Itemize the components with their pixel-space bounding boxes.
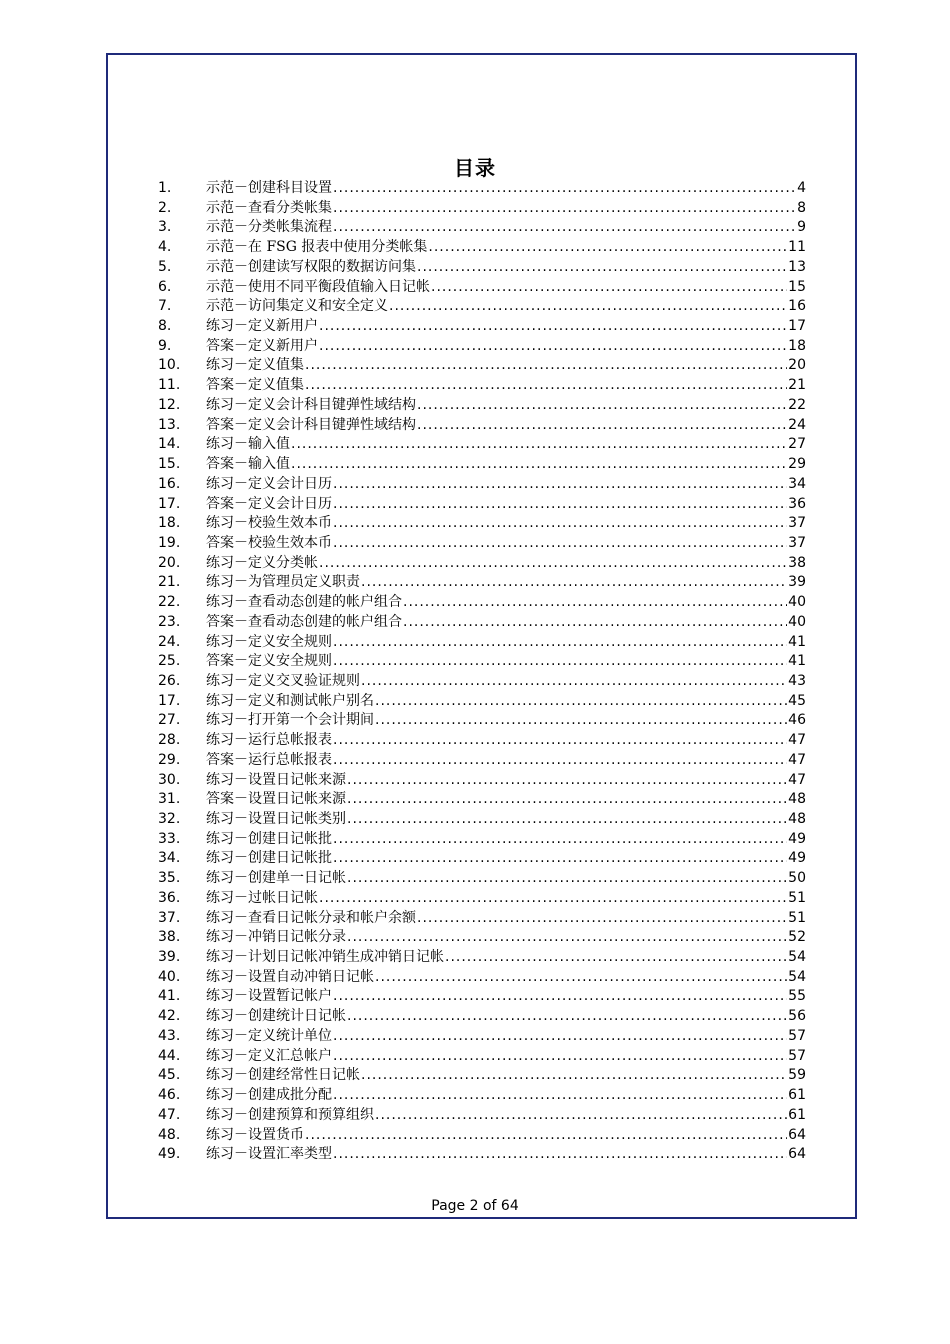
toc-entry-title: 练习－定义分类帐 — [206, 554, 318, 571]
toc-entry-page: 54 — [788, 968, 806, 985]
toc-dot-leader — [431, 278, 787, 298]
toc-entry-number: 22. — [158, 594, 181, 611]
toc-entry-page: 22 — [788, 396, 806, 413]
toc-entry-number: 12. — [158, 396, 181, 413]
toc-entry[interactable] — [158, 1007, 806, 1027]
toc-entry-page: 37 — [788, 534, 806, 551]
toc-entry-page: 39 — [788, 574, 806, 591]
toc-dot-leader — [333, 849, 787, 869]
toc-entry[interactable] — [158, 790, 806, 810]
toc-entry-title: 练习－设置货币 — [206, 1126, 304, 1143]
toc-entry-page: 17 — [788, 318, 806, 335]
toc-entry-title: 答案－定义会计日历 — [206, 495, 332, 512]
toc-entry[interactable] — [158, 534, 806, 554]
toc-dot-leader — [403, 613, 787, 633]
toc-entry[interactable] — [158, 258, 806, 278]
toc-entry-page: 24 — [788, 416, 806, 433]
toc-entry-title: 练习－输入值 — [206, 436, 290, 453]
toc-entry-page: 46 — [788, 712, 806, 729]
toc-entry-title: 示范－在 FSG 报表中使用分类帐集 — [206, 239, 428, 256]
toc-dot-leader — [319, 554, 787, 574]
toc-entry-title: 练习－为管理员定义职责 — [206, 574, 360, 591]
toc-entry-title: 练习－定义会计日历 — [206, 475, 332, 492]
toc-entry[interactable] — [158, 1047, 806, 1067]
toc-entry-title: 练习－打开第一个会计期间 — [206, 712, 374, 729]
toc-entry[interactable] — [158, 514, 806, 534]
toc-entry-number: 21. — [158, 574, 181, 591]
toc-entry-title: 练习－校验生效本币 — [206, 515, 332, 532]
toc-entry[interactable] — [158, 849, 806, 869]
toc-entry-page: 54 — [788, 949, 806, 966]
toc-entry[interactable] — [158, 455, 806, 475]
toc-dot-leader — [291, 435, 787, 455]
toc-entry-title: 练习－创建成批分配 — [206, 1087, 332, 1104]
toc-dot-leader — [291, 455, 787, 475]
toc-entry-title: 答案－设置日记帐来源 — [206, 791, 346, 808]
toc-entry-page: 4 — [797, 180, 806, 196]
toc-dot-leader — [375, 711, 787, 731]
toc-entry-page: 52 — [788, 929, 806, 946]
toc-entry-page: 18 — [788, 337, 806, 354]
toc-entry[interactable] — [158, 633, 806, 653]
toc-entry-page: 61 — [788, 1087, 806, 1104]
toc-entry-page: 13 — [788, 258, 806, 275]
toc-dot-leader — [361, 573, 787, 593]
toc-entry[interactable] — [158, 1086, 806, 1106]
toc-entry-number: 30. — [158, 771, 181, 788]
toc-dot-leader — [305, 356, 787, 376]
toc-entry-page: 48 — [788, 811, 806, 827]
toc-entry-number: 5. — [158, 258, 172, 275]
toc-entry-title: 练习－创建统计日记帐 — [206, 1008, 346, 1025]
toc-entry[interactable] — [158, 751, 806, 771]
toc-dot-leader — [305, 376, 787, 396]
toc-entry[interactable] — [158, 1066, 806, 1086]
toc-dot-leader — [333, 830, 787, 850]
toc-entry-number: 14. — [158, 436, 181, 453]
toc-entry-page: 43 — [788, 672, 806, 689]
toc-entry-title: 练习－查看动态创建的帐户组合 — [206, 594, 402, 611]
toc-entry-number: 44. — [158, 1047, 181, 1064]
toc-entry[interactable] — [158, 810, 806, 830]
toc-dot-leader — [333, 731, 787, 751]
toc-entry-number: 46. — [158, 1087, 181, 1104]
toc-entry-number: 13. — [158, 416, 181, 433]
toc-entry-title: 练习－设置日记帐来源 — [206, 771, 346, 788]
toc-entry-title: 练习－计划日记帐冲销生成冲销日记帐 — [206, 949, 444, 966]
toc-entry[interactable] — [158, 1126, 806, 1146]
toc-entry-title: 示范－访问集定义和安全定义 — [206, 298, 388, 315]
toc-entry-page: 48 — [788, 791, 806, 808]
toc-entry-number: 33. — [158, 830, 181, 847]
toc-entry-number: 49. — [158, 1146, 181, 1163]
table-of-contents — [158, 179, 806, 1165]
toc-entry[interactable] — [158, 652, 806, 672]
toc-entry-number: 27. — [158, 712, 181, 729]
toc-dot-leader — [333, 1047, 787, 1067]
toc-entry-page: 57 — [788, 1047, 806, 1064]
toc-entry-number: 39. — [158, 949, 181, 966]
toc-entry-title: 练习－定义安全规则 — [206, 633, 332, 650]
toc-entry[interactable] — [158, 830, 806, 850]
toc-entry-number: 36. — [158, 889, 181, 906]
page-footer: Page 2 of 64 — [431, 1198, 519, 1214]
toc-entry-number: 19. — [158, 534, 181, 551]
toc-dot-leader — [333, 1027, 787, 1047]
toc-dot-leader — [333, 1086, 787, 1106]
toc-dot-leader — [319, 317, 787, 337]
toc-entry-number: 10. — [158, 357, 181, 374]
toc-entry-number: 47. — [158, 1106, 181, 1123]
toc-dot-leader — [403, 593, 787, 613]
toc-entry-number: 6. — [158, 278, 172, 295]
toc-entry[interactable] — [158, 948, 806, 968]
toc-entry[interactable] — [158, 416, 806, 436]
toc-dot-leader — [333, 633, 787, 653]
toc-entry-title: 示范－创建读写权限的数据访问集 — [206, 258, 416, 275]
toc-entry[interactable] — [158, 613, 806, 633]
toc-entry-number: 9. — [158, 337, 172, 354]
toc-entry[interactable] — [158, 593, 806, 613]
toc-dot-leader — [333, 987, 787, 1007]
toc-title: 目录 — [454, 156, 496, 180]
toc-entry-number: 23. — [158, 613, 181, 630]
toc-dot-leader — [375, 968, 787, 988]
toc-entry[interactable] — [158, 1027, 806, 1047]
toc-entry-page: 57 — [788, 1027, 806, 1044]
toc-entry[interactable] — [158, 356, 806, 376]
toc-dot-leader — [333, 475, 787, 495]
toc-entry-title: 练习－定义统计单位 — [206, 1027, 332, 1044]
toc-entry-number: 25. — [158, 653, 181, 670]
toc-entry-page: 29 — [788, 456, 806, 473]
toc-entry[interactable] — [158, 376, 806, 396]
toc-dot-leader — [361, 1066, 787, 1086]
toc-dot-leader — [333, 495, 787, 515]
toc-entry-page: 56 — [788, 1008, 806, 1025]
toc-entry[interactable] — [158, 692, 806, 712]
toc-dot-leader — [428, 238, 787, 258]
toc-entry-number: 16. — [158, 475, 181, 492]
toc-entry-title: 答案－输入值 — [206, 456, 290, 473]
toc-entry-page: 64 — [788, 1146, 806, 1163]
toc-dot-leader — [347, 790, 787, 810]
toc-entry-page: 37 — [788, 515, 806, 532]
toc-entry-title: 练习－设置汇率类型 — [206, 1146, 332, 1163]
toc-entry-number: 34. — [158, 850, 181, 867]
toc-entry[interactable] — [158, 495, 806, 515]
toc-entry-page: 16 — [788, 298, 806, 315]
toc-dot-leader — [347, 869, 787, 889]
toc-entry-page: 49 — [788, 830, 806, 847]
toc-entry[interactable] — [158, 337, 806, 357]
toc-dot-leader — [347, 928, 787, 948]
toc-entry[interactable] — [158, 396, 806, 416]
toc-entry-number: 41. — [158, 988, 181, 1005]
toc-entry-title: 练习－过帐日记帐 — [206, 889, 318, 906]
toc-entry-title: 练习－定义值集 — [206, 357, 304, 374]
toc-dot-leader — [333, 1145, 787, 1165]
toc-dot-leader — [375, 692, 787, 712]
toc-entry-number: 26. — [158, 672, 181, 689]
toc-entry-number: 24. — [158, 633, 181, 650]
toc-entry-title: 答案－查看动态创建的帐户组合 — [206, 613, 402, 630]
toc-entry-title: 示范－使用不同平衡段值输入日记帐 — [206, 278, 430, 295]
toc-dot-leader — [333, 652, 787, 672]
toc-entry-page: 38 — [788, 554, 806, 571]
toc-entry-number: 38. — [158, 929, 181, 946]
toc-entry[interactable] — [158, 869, 806, 889]
toc-entry-number: 15. — [158, 456, 181, 473]
toc-entry[interactable] — [158, 297, 806, 317]
toc-dot-leader — [389, 297, 787, 317]
toc-entry-title: 练习－创建预算和预算组织 — [206, 1106, 374, 1123]
toc-entry[interactable] — [158, 238, 806, 258]
toc-dot-leader — [417, 416, 787, 436]
toc-entry-number: 11. — [158, 377, 181, 394]
toc-entry-number: 32. — [158, 811, 181, 827]
toc-dot-leader — [333, 199, 796, 219]
toc-entry[interactable] — [158, 199, 806, 219]
toc-entry[interactable] — [158, 1106, 806, 1126]
toc-entry-title: 练习－设置日记帐类别 — [206, 811, 346, 827]
toc-entry-title: 示范－创建科目设置 — [206, 180, 332, 196]
toc-entry-page: 51 — [788, 909, 806, 926]
toc-entry-title: 答案－定义新用户 — [206, 337, 318, 354]
toc-entry-title: 练习－创建日记帐批 — [206, 850, 332, 867]
toc-dot-leader — [445, 948, 787, 968]
toc-entry-number: 17. — [158, 495, 181, 512]
toc-entry-title: 练习－设置自动冲销日记帐 — [206, 968, 374, 985]
toc-entry-page: 20 — [788, 357, 806, 374]
toc-entry-number: 2. — [158, 199, 172, 216]
toc-entry-page: 61 — [788, 1106, 806, 1123]
toc-dot-leader — [361, 672, 787, 692]
toc-entry-page: 59 — [788, 1067, 806, 1084]
toc-entry[interactable] — [158, 218, 806, 238]
toc-dot-leader — [347, 810, 787, 830]
toc-entry-page: 41 — [788, 653, 806, 670]
toc-entry-title: 练习－定义新用户 — [206, 318, 318, 335]
toc-entry[interactable] — [158, 554, 806, 574]
toc-entry-title: 练习－定义交叉验证规则 — [206, 672, 360, 689]
toc-entry[interactable] — [158, 573, 806, 593]
toc-entry[interactable] — [158, 771, 806, 791]
toc-entry-page: 41 — [788, 633, 806, 650]
toc-entry-title: 练习－运行总帐报表 — [206, 732, 332, 749]
toc-entry-title: 练习－查看日记帐分录和帐户余额 — [206, 909, 416, 926]
toc-entry-page: 50 — [788, 870, 806, 887]
toc-entry-page: 40 — [788, 613, 806, 630]
toc-entry[interactable] — [158, 928, 806, 948]
toc-dot-leader — [333, 514, 787, 534]
toc-dot-leader — [347, 771, 787, 791]
toc-entry-title: 练习－创建经常性日记帐 — [206, 1067, 360, 1084]
toc-entry-number: 4. — [158, 239, 172, 256]
toc-entry-page: 21 — [788, 377, 806, 394]
toc-entry[interactable] — [158, 987, 806, 1007]
toc-dot-leader — [417, 396, 787, 416]
toc-entry-number: 35. — [158, 870, 181, 887]
toc-entry-number: 8. — [158, 318, 172, 335]
toc-entry-title: 练习－创建日记帐批 — [206, 830, 332, 847]
toc-entry-title: 答案－定义值集 — [206, 377, 304, 394]
toc-entry-page: 55 — [788, 988, 806, 1005]
toc-entry-number: 40. — [158, 968, 181, 985]
toc-entry-number: 45. — [158, 1067, 181, 1084]
toc-entry-title: 练习－定义和测试帐户别名 — [206, 692, 374, 709]
toc-entry-number: 48. — [158, 1126, 181, 1143]
toc-entry-number: 28. — [158, 732, 181, 749]
toc-dot-leader — [319, 337, 787, 357]
toc-entry[interactable] — [158, 179, 806, 199]
toc-entry[interactable] — [158, 1145, 806, 1165]
toc-entry[interactable] — [158, 278, 806, 298]
toc-entry-page: 47 — [788, 732, 806, 749]
toc-entry-page: 51 — [788, 889, 806, 906]
toc-entry[interactable] — [158, 731, 806, 751]
toc-dot-leader — [333, 218, 796, 238]
toc-entry-title: 练习－定义会计科目键弹性域结构 — [206, 396, 416, 413]
toc-entry-title: 答案－运行总帐报表 — [206, 751, 332, 768]
toc-entry[interactable] — [158, 435, 806, 455]
toc-entry-page: 40 — [788, 594, 806, 611]
toc-dot-leader — [417, 258, 787, 278]
toc-entry-page: 15 — [788, 278, 806, 295]
toc-entry-page: 64 — [788, 1126, 806, 1143]
toc-entry-number: 1. — [158, 180, 172, 196]
toc-entry-number: 3. — [158, 219, 172, 236]
toc-entry-page: 8 — [797, 199, 806, 216]
toc-entry-page: 47 — [788, 751, 806, 768]
toc-dot-leader — [319, 889, 787, 909]
toc-entry-title: 示范－查看分类帐集 — [206, 199, 332, 216]
toc-entry[interactable] — [158, 672, 806, 692]
toc-entry-page: 36 — [788, 495, 806, 512]
toc-entry-number: 7. — [158, 298, 172, 315]
toc-entry[interactable] — [158, 475, 806, 495]
toc-entry-number: 37. — [158, 909, 181, 926]
toc-entry-page: 9 — [797, 219, 806, 236]
toc-entry[interactable] — [158, 909, 806, 929]
toc-dot-leader — [305, 1126, 787, 1146]
toc-entry[interactable] — [158, 889, 806, 909]
toc-dot-leader — [333, 179, 796, 199]
toc-entry-title: 练习－定义汇总帐户 — [206, 1047, 332, 1064]
toc-entry[interactable] — [158, 317, 806, 337]
toc-entry-title: 示范－分类帐集流程 — [206, 219, 332, 236]
toc-dot-leader — [333, 751, 787, 771]
toc-entry-page: 45 — [788, 692, 806, 709]
toc-entry-number: 18. — [158, 515, 181, 532]
toc-dot-leader — [347, 1007, 787, 1027]
toc-entry-title: 练习－冲销日记帐分录 — [206, 929, 346, 946]
toc-entry-title: 答案－定义安全规则 — [206, 653, 332, 670]
toc-entry-title: 练习－创建单一日记帐 — [206, 870, 346, 887]
toc-entry-title: 练习－设置暂记帐户 — [206, 988, 332, 1005]
toc-entry-number: 17. — [158, 692, 181, 709]
toc-entry-number: 43. — [158, 1027, 181, 1044]
toc-entry-title: 答案－校验生效本币 — [206, 534, 332, 551]
toc-entry-page: 27 — [788, 436, 806, 453]
toc-entry-page: 47 — [788, 771, 806, 788]
toc-entry-number: 20. — [158, 554, 181, 571]
toc-entry-number: 31. — [158, 791, 181, 808]
toc-entry-title: 答案－定义会计科目键弹性域结构 — [206, 416, 416, 433]
toc-entry-page: 11 — [788, 239, 806, 256]
toc-dot-leader — [333, 534, 787, 554]
toc-dot-leader — [375, 1106, 787, 1126]
toc-entry-page: 34 — [788, 475, 806, 492]
toc-dot-leader — [417, 909, 787, 929]
toc-entry-number: 42. — [158, 1008, 181, 1025]
toc-entry[interactable] — [158, 711, 806, 731]
toc-entry-number: 29. — [158, 751, 181, 768]
toc-entry-page: 49 — [788, 850, 806, 867]
toc-entry[interactable] — [158, 968, 806, 988]
